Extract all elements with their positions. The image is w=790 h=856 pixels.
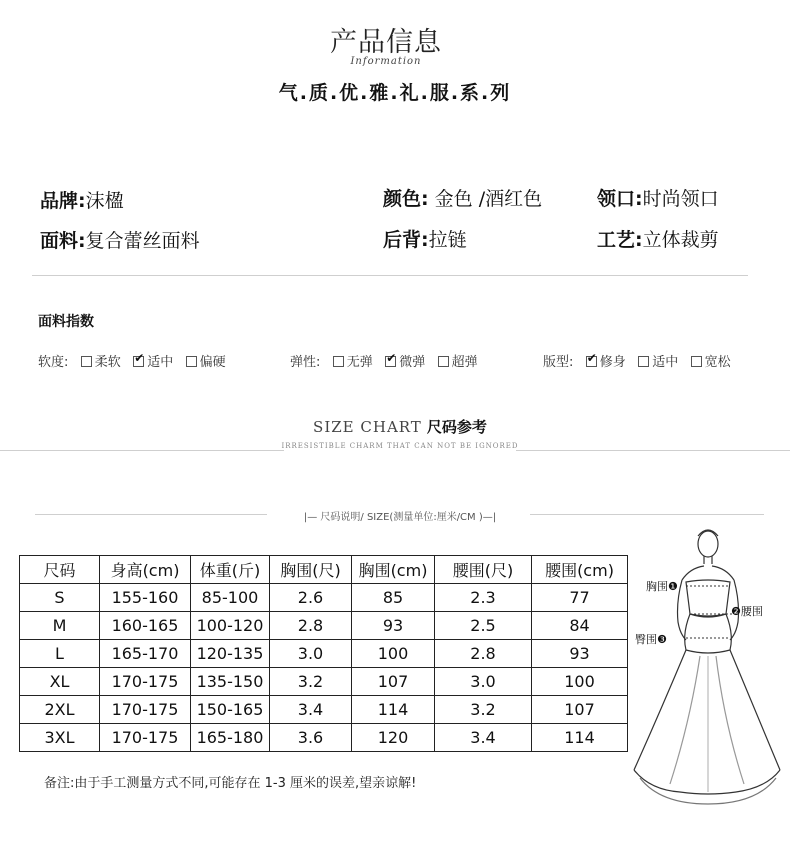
- table-cell: 170-175: [100, 724, 191, 752]
- fit-option-loose[interactable]: 宽松: [691, 351, 731, 370]
- fit-label: 版型:: [543, 355, 574, 370]
- fit-option-regular[interactable]: 适中: [638, 351, 678, 370]
- series-heading: 气.质.优.雅.礼.服.系.列: [278, 82, 512, 104]
- divider-left: [0, 450, 284, 451]
- table-cell: 100: [352, 640, 435, 668]
- checkbox-icon: [333, 356, 344, 367]
- table-cell: 170-175: [100, 668, 191, 696]
- table-row: [20, 724, 628, 752]
- craft-value: 立体裁剪: [642, 229, 719, 251]
- table-cell: 120-135: [191, 640, 270, 668]
- fabric-index-title: 面料指数: [38, 314, 94, 330]
- table-cell: 165-170: [100, 640, 191, 668]
- table-cell: 85: [352, 584, 435, 612]
- remark-note: 备注:由于手工测量方式不同,可能存在 1-3 厘米的误差,望亲谅解!: [44, 776, 417, 791]
- fabric-label: 面料:: [40, 230, 86, 252]
- collar-row: [597, 184, 719, 211]
- table-row: [20, 696, 628, 724]
- softness-label: 软度:: [38, 355, 69, 370]
- table-cell: 2.3: [435, 584, 532, 612]
- table-cell: 3.0: [435, 668, 532, 696]
- elasticity-option-none[interactable]: 无弹: [333, 351, 373, 370]
- table-cell: 165-180: [191, 724, 270, 752]
- table-cell: 135-150: [191, 668, 270, 696]
- table-cell: 93: [532, 640, 628, 668]
- hip-label: 臀围❸: [635, 633, 667, 646]
- table-cell: 85-100: [191, 584, 270, 612]
- table-cell: S: [20, 584, 100, 612]
- size-table: [19, 555, 628, 752]
- checked-checkbox-icon: [586, 356, 597, 367]
- table-cell: 2.8: [270, 612, 352, 640]
- checked-checkbox-icon: [133, 356, 144, 367]
- table-cell: XL: [20, 668, 100, 696]
- craft-row: [597, 225, 719, 252]
- table-cell: 2XL: [20, 696, 100, 724]
- fit-group: [543, 351, 731, 370]
- table-header-row: [20, 556, 628, 584]
- size-chart-title-en: SIZE CHART: [313, 418, 422, 436]
- collar-value: 时尚领口: [642, 188, 719, 210]
- table-cell: 3.4: [435, 724, 532, 752]
- table-cell: M: [20, 612, 100, 640]
- divider-right: [516, 450, 790, 451]
- checkbox-icon: [638, 356, 649, 367]
- table-cell: 107: [532, 696, 628, 724]
- table-row: [20, 668, 628, 696]
- size-chart-title-cn: 尺码参考: [426, 418, 487, 436]
- table-cell: 93: [352, 612, 435, 640]
- table-cell: 3.2: [270, 668, 352, 696]
- collar-label: 领口:: [597, 188, 643, 210]
- table-cell: 3XL: [20, 724, 100, 752]
- table-header-cell: 胸围(cm): [352, 556, 435, 584]
- fabric-value: 复合蕾丝面料: [85, 230, 200, 252]
- fabric-row: [40, 226, 200, 253]
- table-row: [20, 584, 628, 612]
- size-unit-note: |— 尺码说明/ SIZE(测量单位:厘米/CM )—|: [303, 512, 497, 523]
- table-cell: 155-160: [100, 584, 191, 612]
- table-header-cell: 腰围(尺): [435, 556, 532, 584]
- brand-label: 品牌:: [40, 190, 86, 212]
- table-cell: 150-165: [191, 696, 270, 724]
- fit-option-slim[interactable]: ✔ 修身: [586, 351, 626, 370]
- color-row: [383, 184, 542, 211]
- back-row: [383, 225, 467, 252]
- elasticity-option-super[interactable]: 超弹: [438, 351, 478, 370]
- table-cell: 114: [352, 696, 435, 724]
- info-divider: [32, 275, 748, 276]
- table-header-cell: 尺码: [20, 556, 100, 584]
- table-cell: 84: [532, 612, 628, 640]
- table-cell: L: [20, 640, 100, 668]
- brand-row: [40, 186, 124, 213]
- table-cell: 2.6: [270, 584, 352, 612]
- table-cell: 120: [352, 724, 435, 752]
- elasticity-option-slight[interactable]: ✔ 微弹: [385, 351, 425, 370]
- checkbox-icon: [438, 356, 449, 367]
- dress-figure-illustration: [620, 522, 790, 812]
- size-chart-title: [0, 416, 790, 437]
- table-cell: 170-175: [100, 696, 191, 724]
- table-cell: 2.8: [435, 640, 532, 668]
- table-cell: 3.2: [435, 696, 532, 724]
- back-value: 拉链: [428, 229, 467, 251]
- table-cell: 100-120: [191, 612, 270, 640]
- table-header-cell: 腰围(cm): [532, 556, 628, 584]
- table-cell: 114: [532, 724, 628, 752]
- chest-label: 胸围❶: [646, 580, 678, 593]
- checkbox-icon: [691, 356, 702, 367]
- table-cell: 3.4: [270, 696, 352, 724]
- table-cell: 107: [352, 668, 435, 696]
- elasticity-label: 弹性:: [290, 355, 321, 370]
- elasticity-group: [290, 351, 478, 370]
- back-label: 后背:: [383, 229, 429, 251]
- table-header-cell: 胸围(尺): [270, 556, 352, 584]
- table-cell: 100: [532, 668, 628, 696]
- craft-label: 工艺:: [597, 229, 643, 251]
- table-cell: 2.5: [435, 612, 532, 640]
- softness-option-medium[interactable]: ✔ 适中: [133, 351, 173, 370]
- color-value: 金色 /酒红色: [434, 188, 543, 210]
- brand-value: 沫楹: [85, 190, 124, 212]
- checked-checkbox-icon: [385, 356, 396, 367]
- table-header-cell: 体重(斤): [191, 556, 270, 584]
- table-header-cell: 身高(cm): [100, 556, 191, 584]
- table-row: [20, 640, 628, 668]
- table-cell: 77: [532, 584, 628, 612]
- color-label: 颜色:: [383, 188, 429, 210]
- checkbox-icon: [81, 356, 92, 367]
- page-title: 产品信息: [330, 27, 442, 58]
- softness-option-soft[interactable]: 柔软: [81, 351, 121, 370]
- size-chart-subtitle: IRRESISTIBLE CHARM THAT CAN NOT BE IGNORED: [281, 442, 519, 450]
- table-cell: 3.6: [270, 724, 352, 752]
- softness-option-hard[interactable]: 偏硬: [186, 351, 226, 370]
- table-row: [20, 612, 628, 640]
- softness-group: [38, 351, 226, 370]
- table-cell: 160-165: [100, 612, 191, 640]
- script-subtitle: Information: [350, 56, 422, 67]
- waist-label: ❷腰围: [731, 605, 763, 618]
- table-cell: 3.0: [270, 640, 352, 668]
- checkbox-icon: [186, 356, 197, 367]
